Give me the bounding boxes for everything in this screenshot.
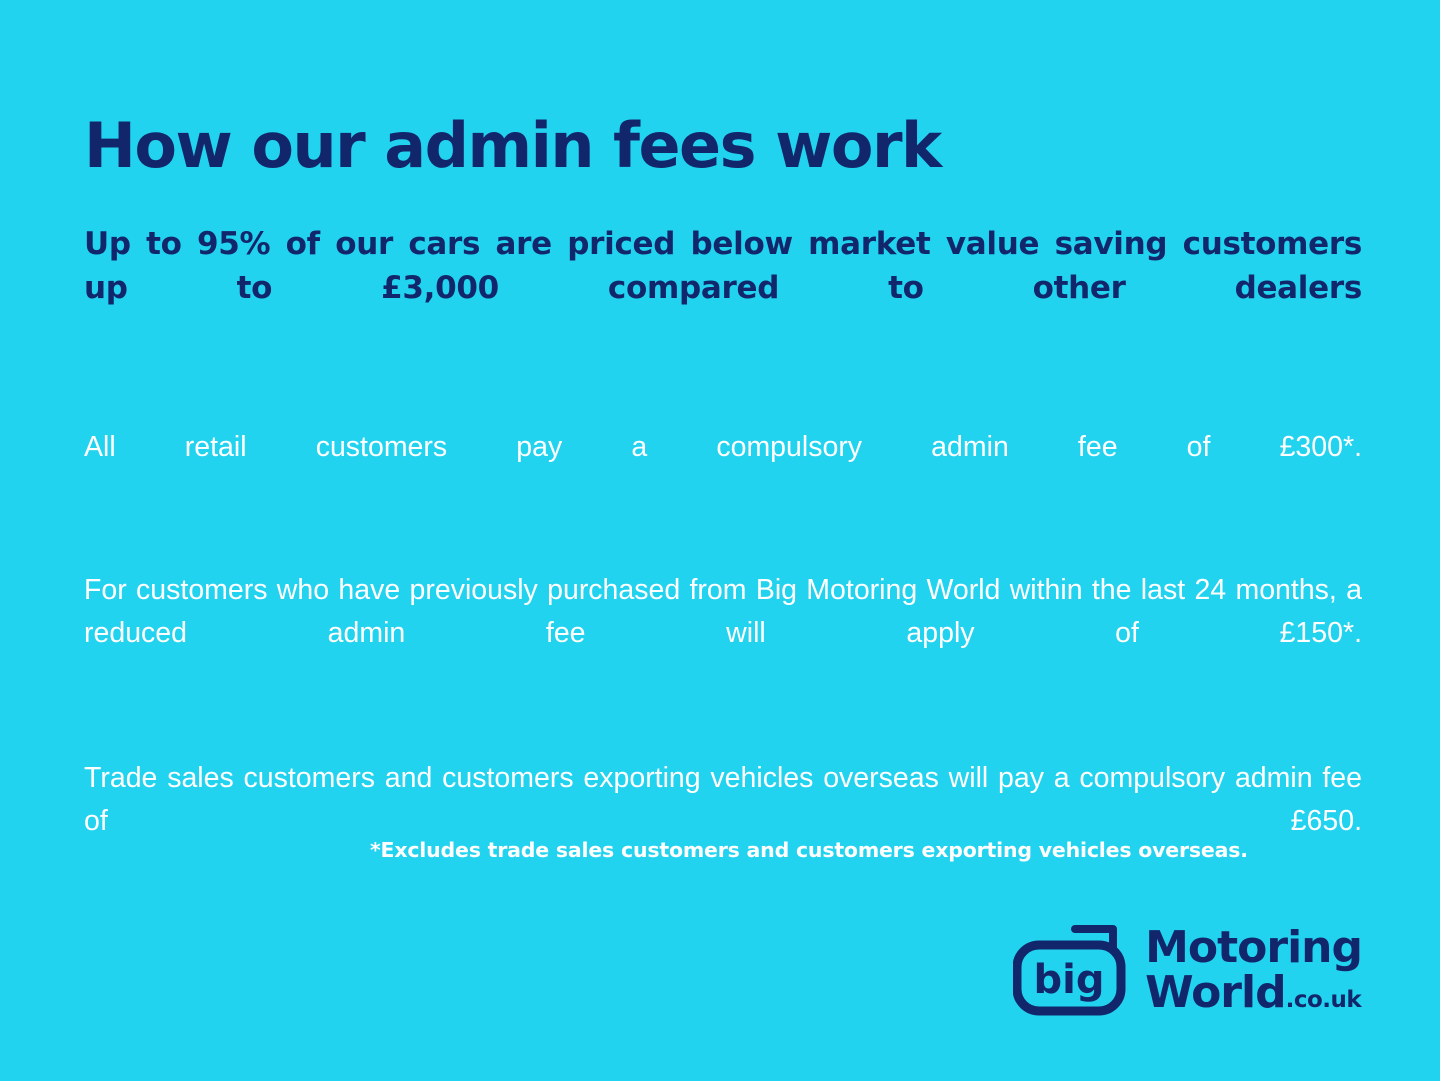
- paragraph-returning-customer-fee: For customers who have previously purchased from Big Motoring World within the last 24 months, a reduced admin fee will apply of £150*.: [84, 573, 1362, 650]
- page-title: How our admin fees work: [84, 109, 941, 182]
- big-logo-mark-icon: [1013, 923, 1131, 1019]
- footnote: *Excludes trade sales customers and customers exporting vehicles overseas.: [370, 838, 1248, 862]
- subheading: Up to 95% of our cars are priced below market value saving customers up to £3,000 compared to other dealers: [84, 226, 1362, 307]
- paragraph-trade-export-fee: Trade sales customers and customers exporting vehicles overseas will pay a compulsory admin fee of £650.: [84, 761, 1362, 838]
- logo-line-world: World: [1145, 967, 1286, 1018]
- logo-line-motoring: Motoring: [1145, 922, 1362, 974]
- big-motoring-world-logo: [1013, 923, 1362, 1019]
- svg-text:big: big: [1033, 957, 1105, 1003]
- logo-wordmark: [1145, 922, 1362, 1018]
- logo-tld: .co.uk: [1285, 987, 1362, 1013]
- paragraph-retail-fee: All retail customers pay a compulsory admin fee of £300*.: [84, 431, 1362, 464]
